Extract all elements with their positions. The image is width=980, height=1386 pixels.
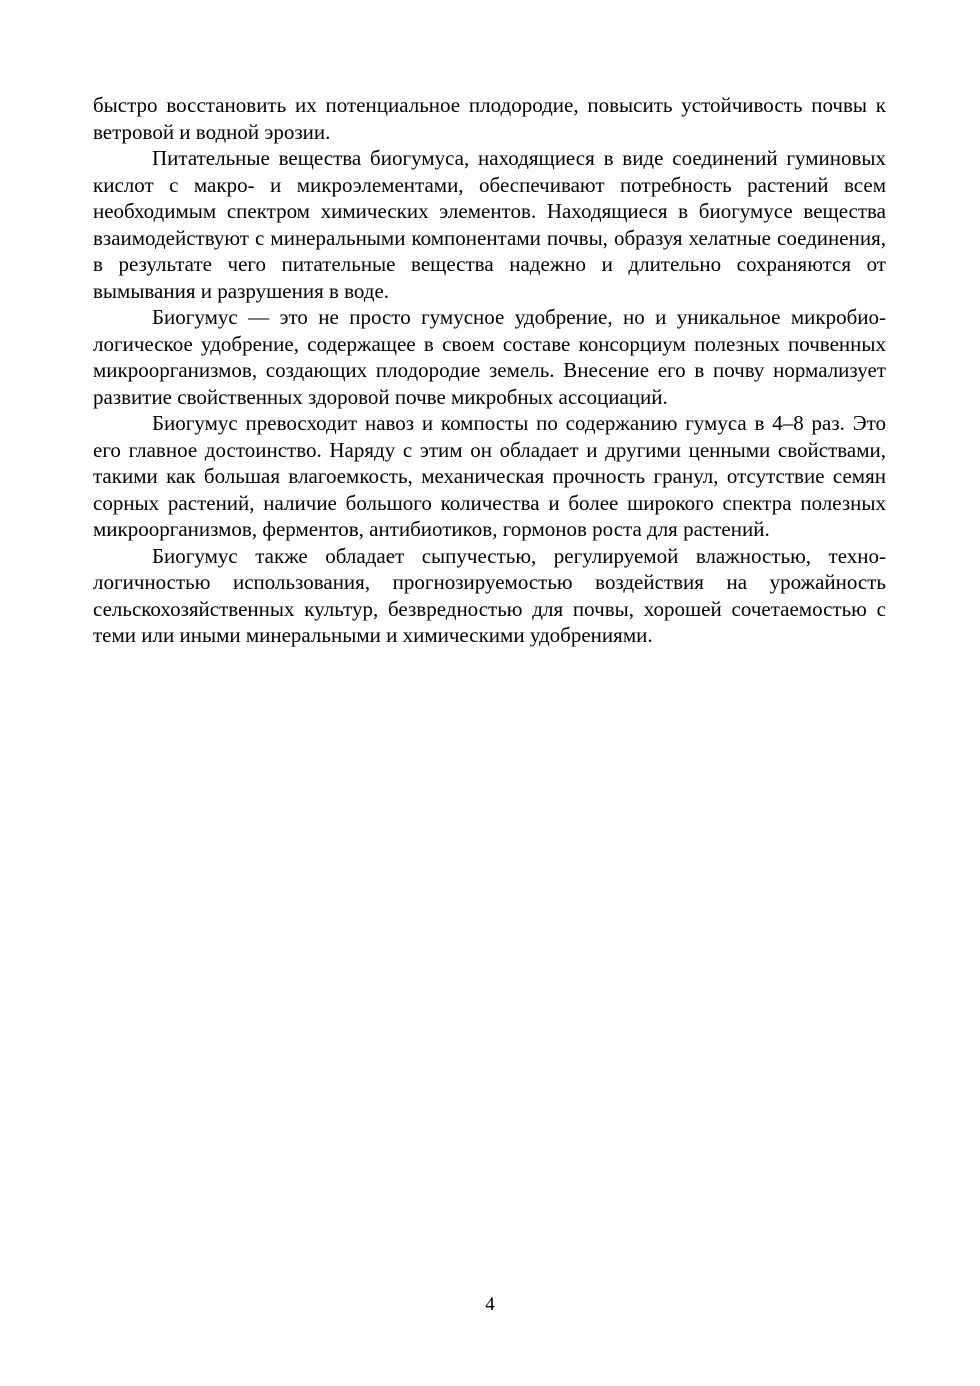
paragraph-nutrients: Питательные вещества биогумуса, находящиеся в виде соединений гуминовых кислот с макро- и микроэлементами, обеспечивают потребность растений всем необходимым спектром химических элементов. Находящиеся в биогумусе вещества взаимодействуют с минеральными компонентами почвы, образуя хелатные соединения, в результате чего питательные вещества надежно и длительно сохраняются от вымывания и разрушения в воде. bbox=[93, 146, 886, 303]
page-number: 4 bbox=[485, 1294, 495, 1315]
paragraph-continuation: быстро восстановить их потенциальное плодородие, повысить устойчивость почвы к ветровой и водной эрозии. bbox=[93, 93, 886, 144]
paragraph-microbiological: Биогумус — это не просто гумусное удобрение, но и уникальное микробиологическое удобрение, содержащее в своем составе консорциум полезных почвенных микроорганизмов, создающих плодородие земель. Внесение его в почву нормализует развитие свойственных здоровой почве микробных ассоциаций. bbox=[93, 305, 886, 409]
body-text bbox=[93, 92, 886, 649]
paragraph-properties: Биогумус также обладает сыпучестью, регулируемой влажностью, технологичностью использования, прогнозируемостью воздействия на урожайность сельскохозяйственных культур, безвредностью для почвы, хорошей сочетаемостью с теми или иными минеральными и химическими удобрениями. bbox=[93, 543, 886, 647]
paragraph-advantages: Биогумус превосходит навоз и компосты по содержанию гумуса в 4–8 раз. Это его главное достоинство. Наряду с этим он обладает и другими ценными свойствами, такими как большая влагоемкость, механическая прочность гранул, отсутствие семян сорных растений, наличие большого количества и более широкого спектра полезных микроорганизмов, ферментов, антибиотиков, гормонов роста для растений. bbox=[93, 411, 886, 541]
